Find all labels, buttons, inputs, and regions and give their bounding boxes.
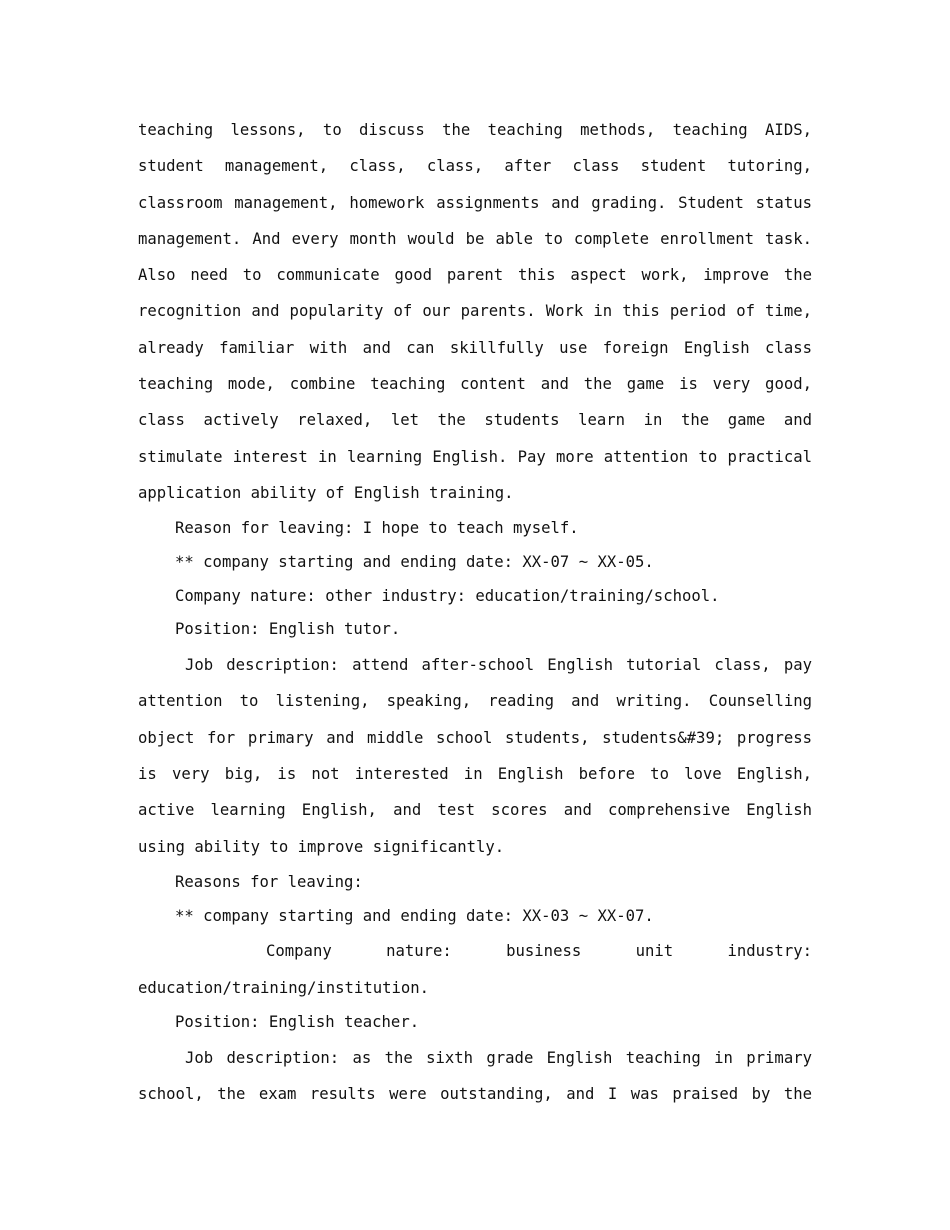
reason-for-leaving-2: Reasons for leaving: <box>175 872 363 891</box>
company-dates-2: ** company starting and ending date: XX-07 ~ XX-05. <box>175 552 654 571</box>
job-description-2: Job description: attend after-school English tutorial class, pay attention to listening, speaking, reading and writing. Counselling object for primary and middle school students, students&#39; progress is very big, is not interested in English before to love English, active learning English, and test scores and comprehensive English using ability to improve significantly. <box>138 656 812 856</box>
reason-for-leaving-1: Reason for leaving: I hope to teach myself. <box>175 519 579 538</box>
company-nature-3: Company nature: business unit industry: education/training/institution. <box>138 942 812 997</box>
job-description-3: Job description: as the sixth grade English teaching in primary school, the exam results were outstanding, and I was praised by the <box>138 1048 812 1103</box>
document-page <box>138 112 812 1112</box>
company-nature-2: Company nature: other industry: education/training/school. <box>175 586 720 605</box>
paragraph-teaching-duties: teaching lessons, to discuss the teaching methods, teaching AIDS, student management, class, class, after class student tutoring, classroom management, homework assignments and grading. Student status management. And every month would be able to complete enrollment task. Also need to communicate good parent this aspect work, improve the recognition and popularity of our parents. Work in this period of time, already familiar with and can skillfully use foreign English class teaching mode, combine teaching content and the game is very good, class actively relaxed, let the students learn in the game and stimulate interest in learning English. Pay more attention to practical application ability of English training. <box>138 121 812 502</box>
position-3: Position: English teacher. <box>175 1012 420 1031</box>
position-2: Position: English tutor. <box>175 620 401 639</box>
company-dates-3: ** company starting and ending date: XX-03 ~ XX-07. <box>175 906 654 925</box>
